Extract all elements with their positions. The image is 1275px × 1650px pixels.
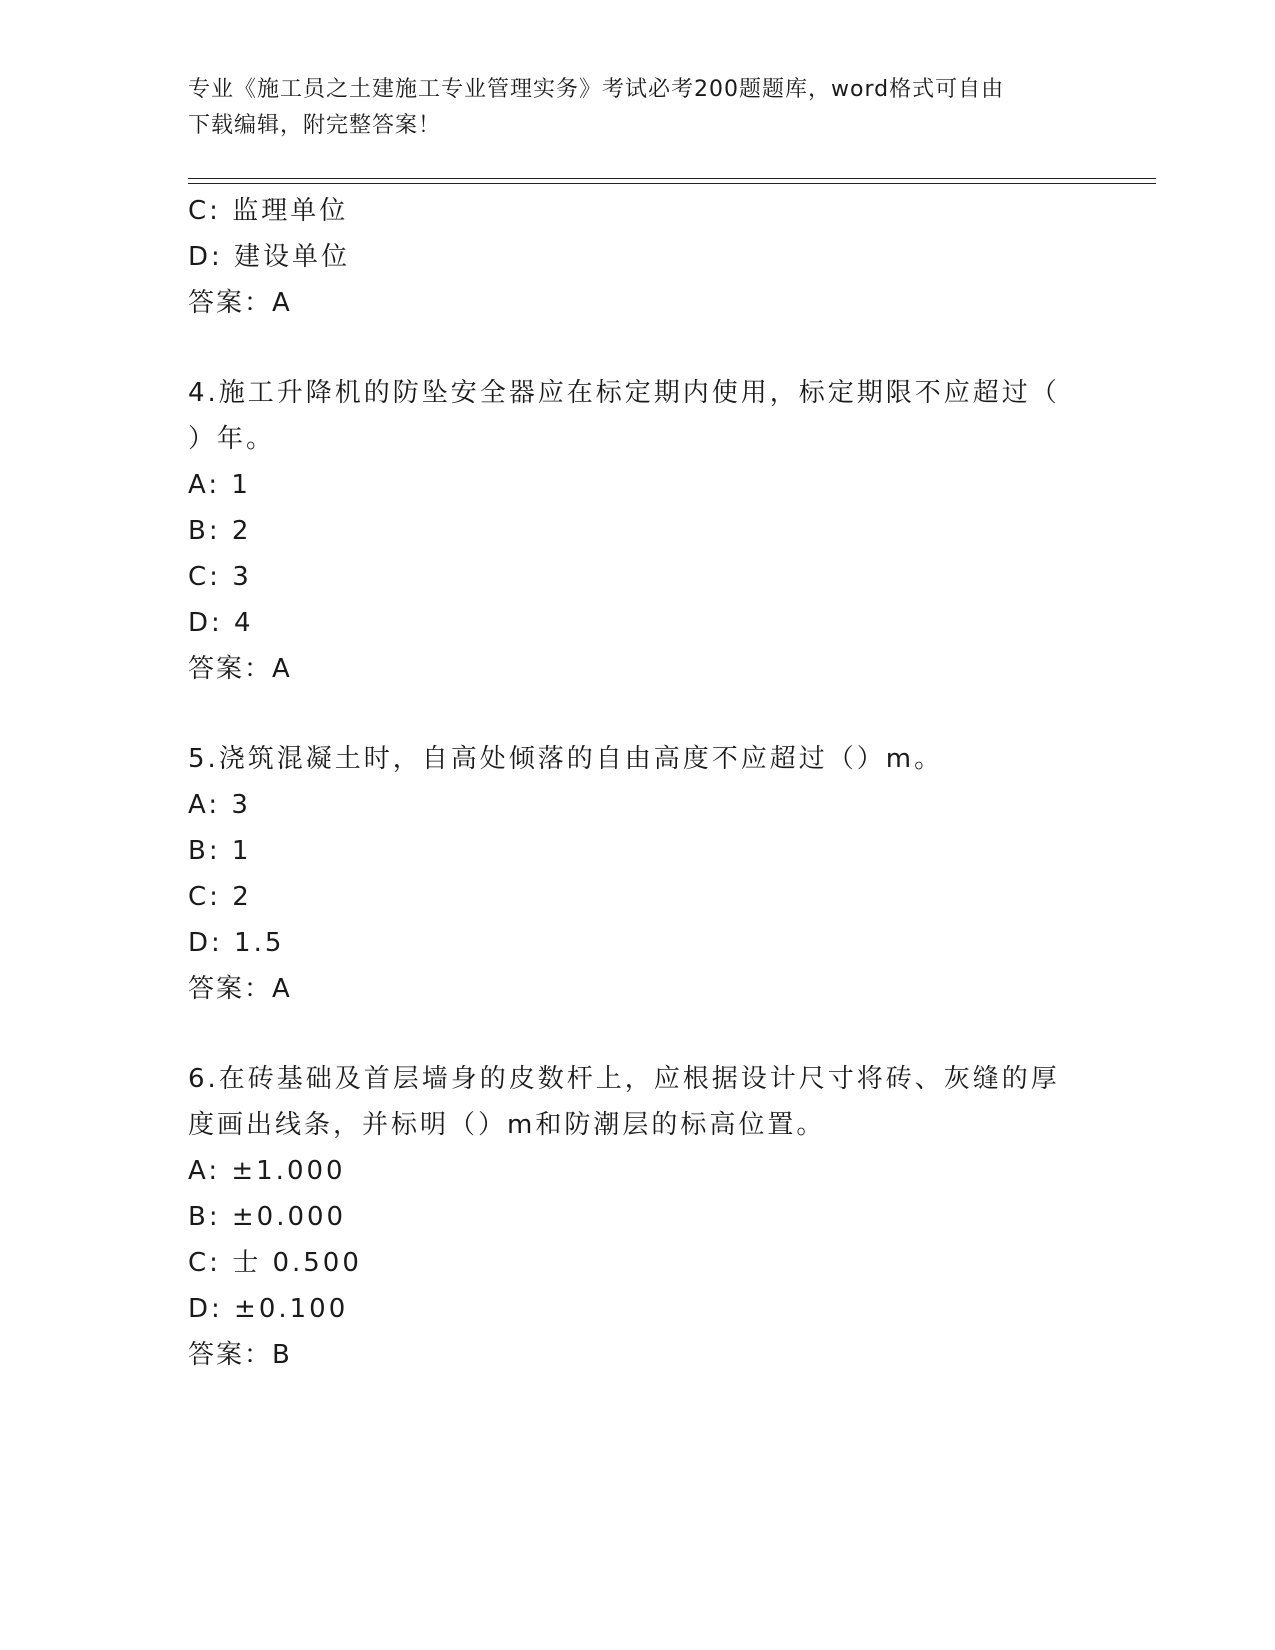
option-label: D: [188,608,223,638]
answer-label: 答案： [188,974,273,1004]
option-b [188,508,1088,554]
option-text: 2 [231,516,252,546]
option-text: ±1.000 [231,1156,346,1186]
option-text: 士 0.500 [232,1248,362,1278]
option-label: A: [188,470,221,500]
option-a [188,462,1088,508]
option-text: 1 [231,470,251,500]
option-d [188,600,1088,646]
option-text: 建设单位 [234,242,351,272]
answer-line [188,966,1088,1012]
answer-value: A [272,974,292,1004]
question-list [188,188,1088,1378]
option-text: 3 [232,562,252,592]
option-label: D: [188,1294,223,1324]
answer-line [188,280,1088,326]
answer-label: 答案： [188,1340,273,1370]
option-label: B: [188,516,221,546]
document-header [188,72,1068,144]
option-c [188,188,1088,234]
answer-line [188,646,1088,692]
option-label: C: [188,562,221,592]
option-text: 4 [234,608,254,638]
option-text: ±0.000 [231,1202,347,1232]
answer-label: 答案： [188,288,273,318]
option-text: 1 [231,836,252,866]
option-a [188,782,1088,828]
option-label: C: [188,882,221,912]
header-divider-bottom [188,183,1156,184]
question-4 [188,370,1088,692]
option-b [188,1194,1088,1240]
header-divider-top [188,178,1156,179]
option-c [188,554,1088,600]
answer-value: A [272,654,292,684]
answer-line [188,1332,1088,1378]
option-text: 监理单位 [232,196,349,226]
question-stem-line-1: 5.浇筑混凝土时，自高处倾落的自由高度不应超过（）m。 [188,744,944,774]
answer-label: 答案： [188,654,273,684]
question-stem-line-2: ）年。 [188,424,276,454]
option-label: B: [188,1202,221,1232]
question-6 [188,1056,1088,1378]
option-label: C: [188,1248,221,1278]
option-text: 1.5 [234,928,285,958]
option-d [188,234,1088,280]
option-a [188,1148,1088,1194]
header-line-2: 下载编辑，附完整答案！ [188,113,442,138]
option-b [188,828,1088,874]
answer-value: B [272,1340,292,1370]
option-c [188,874,1088,920]
option-d [188,920,1088,966]
option-label: D: [188,242,223,272]
option-label: A: [188,1156,221,1186]
option-text: ±0.100 [234,1294,349,1324]
option-label: B: [188,836,221,866]
option-text: 2 [232,882,252,912]
option-label: C: [188,196,221,226]
question-stem-line-1: 4.施工升降机的防坠安全器应在标定期内使用，标定期限不应超过（ [188,378,1060,408]
header-line-1: 专业《施工员之土建施工专业管理实务》考试必考200题题库，word格式可自由 [188,77,1005,102]
question-stem-line-1: 6.在砖基础及首层墙身的皮数杆上，应根据设计尺寸将砖、灰缝的厚 [188,1064,1060,1094]
question-3-tail [188,188,1088,326]
answer-value: A [272,288,292,318]
question-stem-line-2: 度画出线条，并标明（）m和防潮层的标高位置。 [188,1110,826,1140]
option-label: D: [188,928,223,958]
option-d [188,1286,1088,1332]
option-text: 3 [231,790,251,820]
question-5 [188,736,1088,1012]
option-c [188,1240,1088,1286]
option-label: A: [188,790,221,820]
